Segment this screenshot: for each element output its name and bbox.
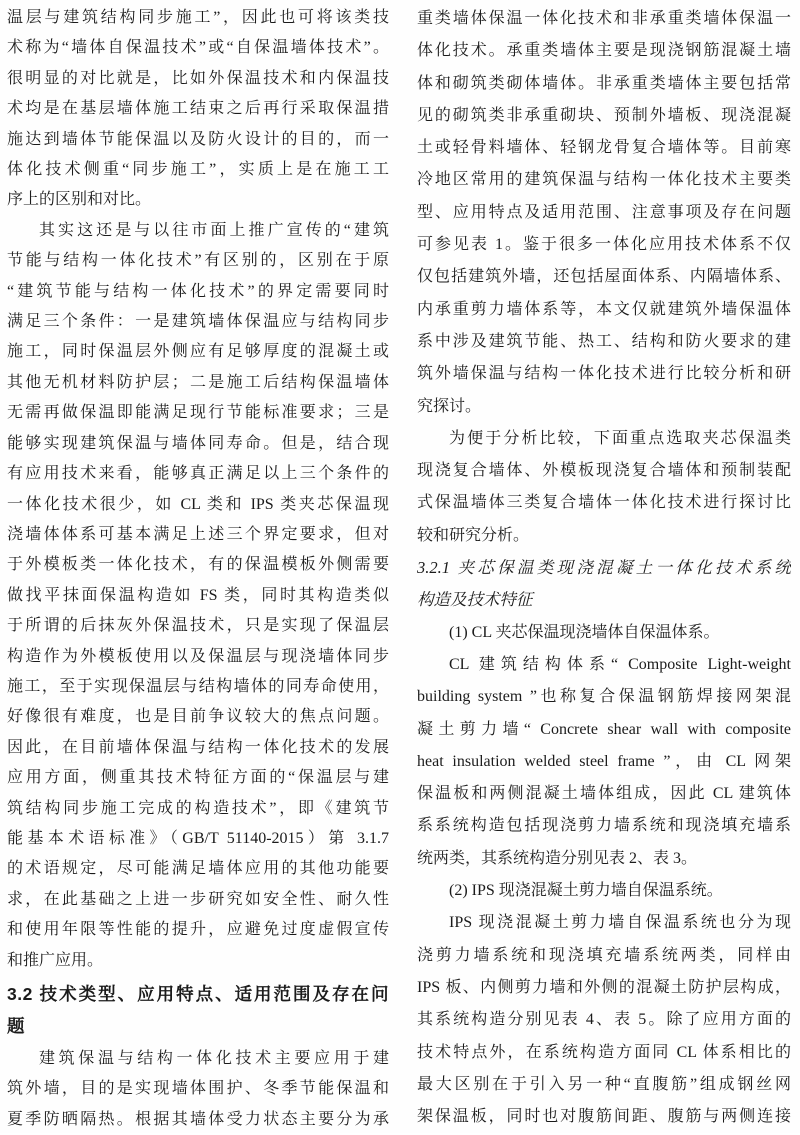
text-line: 可参见表 1。鉴于很多一体化应用技术体系不仅 (417, 236, 791, 254)
paragraph (417, 3, 791, 423)
text-line: 保温板和两侧混凝土墙体组成，因此 CL 建筑体 (417, 785, 791, 803)
text-line: 浇剪力墙系统和现浇填充墙系统两类，同样由 (417, 946, 791, 964)
text-line: 和推广应用。 (7, 951, 104, 969)
text-line: 应用方面，侧重其技术特征方面的“保温层与建 (7, 769, 389, 787)
text-line: building system ”也称复合保温钢筋焊接网架混 (417, 688, 791, 706)
text-line: 较和研究分析。 (417, 526, 530, 544)
text-line: 和使用年限等性能的提升，应避免过度虚假宣传 (7, 921, 389, 939)
text-line: 施达到墙体节能保温以及防火设计的目的，而一 (7, 130, 389, 148)
text-line: 一体化技术很少，如 CL 类和 IPS 类夹芯保温现 (7, 495, 389, 513)
text-line: 3.2 技术类型、应用特点、适用范围及存在问 (7, 984, 389, 1004)
text-line: 构造作为外模板使用以及保温层与现浇墙体同步 (7, 647, 389, 665)
text-line: IPS 现浇混凝土剪力墙自保温系统也分为现 (449, 914, 791, 932)
text-line: 很明显的对比就是，比如外保温技术和内保温技 (7, 69, 389, 87)
text-line: (2) IPS 现浇混凝土剪力墙自保温系统。 (449, 882, 723, 900)
text-line: 冷地区常用的建筑保温与结构一体化技术主要类 (417, 171, 791, 189)
text-line: 满足三个条件：一是建筑墙体保温应与结构同步 (7, 313, 389, 331)
paragraph (7, 216, 389, 976)
text-line: 筑外墙，目的是实现墙体围护、冬季节能保温和 (7, 1080, 389, 1098)
text-line: 土或轻骨料墙体、轻钢龙骨复合墙体等。目前寒 (417, 139, 791, 157)
text-line: 内承重剪力墙体系等，本文仅就建筑外墙保温体 (417, 300, 791, 318)
paragraph (417, 423, 791, 552)
text-line: 求，在此基础之上进一步研究如安全性、耐久性 (7, 890, 389, 908)
text-line: 凝土剪力墙“ Concrete shear wall with composite (417, 720, 791, 738)
text-line: 施工，同时保温层外侧应有足够厚度的混凝土或 (7, 343, 389, 361)
text-line: 的术语规定，尽可能满足墙体应用的其他功能要 (7, 860, 389, 878)
subsection-heading (417, 552, 791, 617)
text-column-right (417, 3, 791, 1133)
text-line: 建筑保温与结构一体化技术主要应用于建 (39, 1050, 389, 1067)
text-line: 有应用技术来看，能够真正满足以上三个条件的 (7, 465, 389, 483)
paragraph (417, 617, 791, 649)
text-line: 架保温板，同时也对腹筋间距、腹筋与两侧连接 (417, 1108, 791, 1126)
text-line: 系系统构造包括现浇剪力墙系统和现浇填充墙系 (417, 817, 791, 835)
text-line: 重类墙体保温一体化技术和非承重类墙体保温一 (417, 10, 791, 27)
text-line: 系中涉及建筑节能、热工、结构和防火要求的建 (417, 332, 791, 350)
text-line: 筑外墙保温与结构一体化技术进行比较分析和研 (417, 365, 791, 383)
text-line: 仅包括建筑外墙，还包括屋面体系、内隔墙体系、 (417, 268, 791, 286)
text-line: 无需再做保温即能满足现行节能标准要求；三是 (7, 404, 389, 422)
text-column-left (7, 3, 389, 1133)
text-line: 序上的区别和对比。 (7, 191, 152, 209)
text-line: 统两类，其系统构造分别见表 2、表 3。 (417, 849, 698, 867)
text-line: 术称为“墙体自保温技术”或“自保温墙体技术”。 (7, 39, 389, 57)
text-line: 体化技术。承重类墙体主要是现浇钢筋混凝土墙 (417, 42, 791, 60)
text-line: 体和砌筑类砌体墙体。非承重类墙体主要包括常 (417, 74, 791, 92)
paragraph (417, 875, 791, 907)
text-line: 为便于分析比较，下面重点选取夹芯保温类 (449, 429, 791, 447)
text-line: 节能与结构一体化技术”有区别的，区别在于原 (7, 252, 389, 270)
text-line: 现浇复合墙体、外模板现浇复合墙体和预制装配 (417, 462, 791, 480)
text-line: 浇墙体体系可基本满足上述三个界定要求，但对 (7, 525, 389, 543)
text-line: (1) CL 夹芯保温现浇墙体自保温体系。 (449, 623, 720, 641)
text-line: 好像很有难度，也是目前争议较大的焦点问题。 (7, 708, 389, 726)
text-line: 体化技术侧重“同步施工”，实质上是在施工工 (7, 161, 389, 179)
text-line: 于外模板类一体化技术，有的保温模板外侧需要 (7, 556, 389, 574)
paragraph (417, 649, 791, 875)
text-line: 其系统构造分别见表 4、表 5。除了应用方面的 (417, 1011, 791, 1029)
text-line: 做找平抹面保温构造如 FS 类，同时其构造类似 (7, 586, 389, 604)
paragraph (7, 3, 389, 216)
text-line: heat insulation welded steel frame ”，由 CL 网架 (417, 752, 791, 770)
text-line: 施工，至于实现保温层与结构墙体的同寿命使用， (7, 677, 389, 695)
text-line: 技术特点外，在系统构造方面同 CL 体系相比的 (417, 1043, 791, 1061)
text-line: 于所谓的后抹灰外保温技术，只是实现了保温层 (7, 617, 389, 635)
text-line: “建筑节能与结构一体化技术”的界定需要同时 (7, 282, 389, 300)
text-line: IPS 板、内侧剪力墙和外侧的混凝土防护层构成， (417, 978, 791, 996)
text-line: 型、应用特点及适用范围、注意事项及存在问题 (417, 203, 791, 221)
paragraph (417, 907, 791, 1133)
text-line: 夏季防晒隔热。根据其墙体受力状态主要分为承 (7, 1110, 389, 1128)
text-line: 最大区别在于引入另一种“直腹筋”组成钢丝网 (417, 1075, 791, 1093)
text-line: 构造及技术特征 (417, 590, 533, 610)
text-line: 温层与建筑结构同步施工”，因此也可将该类技 (7, 9, 389, 26)
text-line: 其他无机材料防护层；二是施工后结构保温墙体 (7, 373, 389, 391)
text-line: 其实这还是与以往市面上推广宣传的“建筑 (39, 221, 389, 239)
section-heading (7, 978, 389, 1042)
text-line: 筑结构同步施工完成的构造技术”，即《建筑节 (7, 799, 389, 817)
text-line: 能基本术语标准》（GB/T 51140-2015）第 3.1.7 (7, 829, 389, 847)
text-line: 因此，在目前墙体保温与结构一体化技术的发展 (7, 738, 389, 756)
text-line: 究探讨。 (417, 397, 482, 415)
text-line: 题 (7, 1016, 25, 1036)
paragraph (7, 1044, 389, 1135)
text-line: 3.2.1 夹芯保温类现浇混凝土一体化技术系统 (417, 558, 791, 578)
text-line: 术均是在基层墙体施工结束之后再行采取保温措 (7, 100, 389, 118)
text-line: 式保温墙体三类复合墙体一体化技术进行探讨比 (417, 494, 791, 512)
text-line: 能够实现建筑保温与墙体同寿命。但是，结合现 (7, 434, 389, 452)
text-line: CL 建筑结构体系“ Composite Light-weight (449, 655, 791, 673)
text-line: 见的砌筑类非承重砌块、预制外墙板、现浇混凝 (417, 106, 791, 124)
